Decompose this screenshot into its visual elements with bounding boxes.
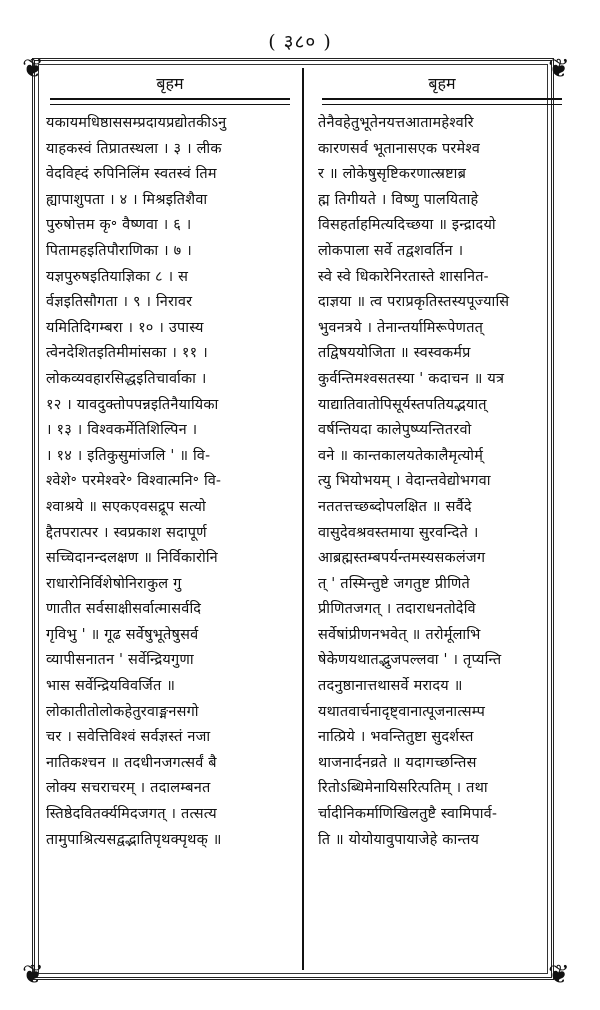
text-line: आब्रह्मस्तम्बपर्यन्तमस्यसकलंजग [318, 550, 486, 567]
text-line: कारणसर्व भूतानासएक परमेश्व [318, 140, 481, 157]
left-column [46, 70, 294, 853]
text-line: श्वेशे॰ परमेश्वरे॰ विश्वात्मनि॰ वि- [46, 473, 222, 490]
text-line: यमितिदिगम्बरा । १० । उपास्य [46, 319, 204, 336]
text-line: लोकव्यवहारसिद्धइतिचार्वाका । [46, 370, 207, 387]
text-line: रितोऽब्धिमेनायिसरित्पतिम् । तथा [318, 780, 488, 797]
text-line: वर्षन्तियदा कालेपुष्प्यन्तितरवो [318, 422, 472, 439]
text-line: प्रीणितजगत् । तदाराधनतोदेवि [318, 601, 476, 618]
corner-ornament-bottom-right-icon: ❦ [548, 960, 570, 990]
text-line: र ॥ लोकेषुसृष्टिकरणात्स्रष्टाब्र [318, 166, 467, 183]
heading-rule [322, 98, 562, 105]
text-line: वेदविह्दं रुपिनिलिंम स्वतस्वं तिम [46, 166, 217, 183]
column-divider [302, 68, 304, 970]
text-line: चर । सवेत्तिविश्वं सर्वज्ञस्तं नजा [46, 729, 211, 746]
text-line: णातीत सर्वसाक्षीसर्वात्मासर्वदि [46, 601, 202, 618]
text-line: । १३ । विश्वकर्मेतिशिल्पिन । [46, 422, 198, 439]
text-line: गृविभु ' ॥ गूढ सर्वेषुभूतेषुसर्व [46, 626, 199, 643]
text-line: त्वेनदेशितइतिमीमांसका । ११ । [46, 345, 208, 362]
text-line: र्चादीनिकर्माणिखिलतुष्टै स्वामिपार्व- [318, 806, 498, 823]
text-line: तामुपाश्रित्यसद्वद्भातिपृथक्पृथक् ॥ [46, 831, 222, 848]
text-line: यज्ञपुरुषइतियाज्ञिका ८ । स [46, 268, 189, 285]
text-line: यथातवार्चनादृष्ट्वानात्पूजनात्सम्प [318, 703, 485, 720]
text-line: पितामहइतिपौराणिका । ७ । [46, 242, 192, 259]
corner-ornament-bottom-left-icon: ❦ [22, 960, 44, 990]
page-number: ( ३८० ) [268, 31, 332, 53]
text-line: सच्चिदानन्दलक्षण ॥ निर्विकारोनि [46, 550, 218, 567]
text-line: याद्यातिवातोपिसूर्यस्तपतियद्भयात् [318, 396, 487, 413]
text-line: वासुदेवश्रवस्तमाया सुरवन्दिते । [318, 524, 479, 541]
text-line: श्वाश्रये ॥ सएकएवसद्रूप सत्यो [46, 498, 206, 515]
text-line: ह्यापाशुपता । ४ । मिश्रइतिशैवा [46, 191, 208, 208]
text-line: भास सर्वेन्द्रियविवर्जित ॥ [46, 678, 176, 695]
text-line: पुरुषोत्तम कृ॰ वैष्णवा । ६ । [46, 217, 192, 234]
corner-ornament-top-right-icon: ❦ [548, 54, 570, 84]
text-line: तद्विषययोजिता ॥ स्वस्वकर्मप्र [318, 345, 471, 362]
text-line: राधारोनिर्विशेषोनिराकुल गु [46, 575, 182, 592]
right-column [318, 70, 566, 853]
text-line: नततत्तच्छब्दोपलक्षित ॥ सर्वैदे [318, 498, 472, 515]
text-line: स्वे स्वे धिकारेनिरतास्ते शासनित- [318, 268, 489, 285]
text-line: विसहर्ताहमित्यदिच्छया ॥ इन्द्रादयो [318, 217, 496, 234]
text-line: ह्म तिगीयते । विष्णु पालयिताहे [318, 191, 479, 208]
column-heading: बृहम [428, 74, 456, 93]
column-heading: बृहम [156, 74, 184, 93]
text-line: । १४ । इतिकुसुमांजलि ' ॥ वि- [46, 447, 211, 464]
text-line: व्यापीसनातन ' सर्वेन्द्रियगुणा [46, 652, 194, 669]
text-line: नात्प्रिये । भवन्तितुष्टा सुदर्शस्त [318, 729, 474, 746]
text-line: र्वज्ञइतिसौगता । ९ । निरावर [46, 294, 193, 311]
text-line: नातिकश्चन ॥ तदधीनजगत्सर्वं बै [46, 754, 217, 771]
text-line: त्यु भियोभयम् । वेदान्तवेद्योभगवा [318, 473, 491, 490]
text-line: लोकपाला सर्वे तद्वशवर्तिन । [318, 242, 464, 259]
text-line: स्तिष्ठेदवितर्क्यमिदजगत् । तत्सत्य [46, 806, 217, 823]
text-line: भुवनत्रये । तेनान्तर्यामिरूपेणतत् [318, 319, 484, 336]
text-line: लोकातीतोलोकहेतुरवाङ्मनसगो [46, 703, 199, 720]
corner-ornament-top-left-icon: ❦ [22, 54, 44, 84]
text-line: त् ' तस्मिन्तुष्टे जगतुष्ट प्रीणिते [318, 575, 470, 592]
text-line: ति ॥ योयोयावुपायाजेहे कान्तय [318, 831, 480, 848]
text-line: सर्वेषांप्रीणनभवेत् ॥ तरोर्मूलाभि [318, 626, 481, 643]
text-line: द्दैतपरात्पर । स्वप्रकाश सदापूर्ण [46, 524, 207, 541]
heading-rule [50, 98, 290, 105]
text-line: तेनैवहेतुभूतेनयत्तआतामहेश्वरि [318, 115, 474, 131]
text-line: दाज्ञया ॥ त्व पराप्रकृतिस्तस्यपूज्यासि [318, 294, 510, 311]
text-line: १२ । यावदुक्तोपपन्नइतिनैयायिका [46, 396, 219, 413]
text-line: तदनुष्ठानात्तथासर्वे मरादय ॥ [318, 678, 463, 695]
text-line: थाजनार्दनव्रते ॥ यदागच्छन्तिस [318, 754, 477, 771]
text-line: षेकेणयथातद्भुजपल्लवा ' । तृप्यन्ति [318, 652, 502, 669]
text-line: याहकस्वं तिप्रातस्थला । ३ । लीक [46, 140, 222, 157]
text-line: वने ॥ कान्तकालयतेकालैमृत्योर्म् [318, 447, 484, 464]
text-line: लोक्य सचराचरम् । तदालम्बनत [46, 780, 211, 797]
text-line: कुर्वन्तिमश्वसतस्या ' कदाचन ॥ यत्र [318, 370, 505, 387]
text-line: यकायमधिष्ठाससम्प्रदायप्रद्योतकीऽनु [46, 115, 227, 131]
